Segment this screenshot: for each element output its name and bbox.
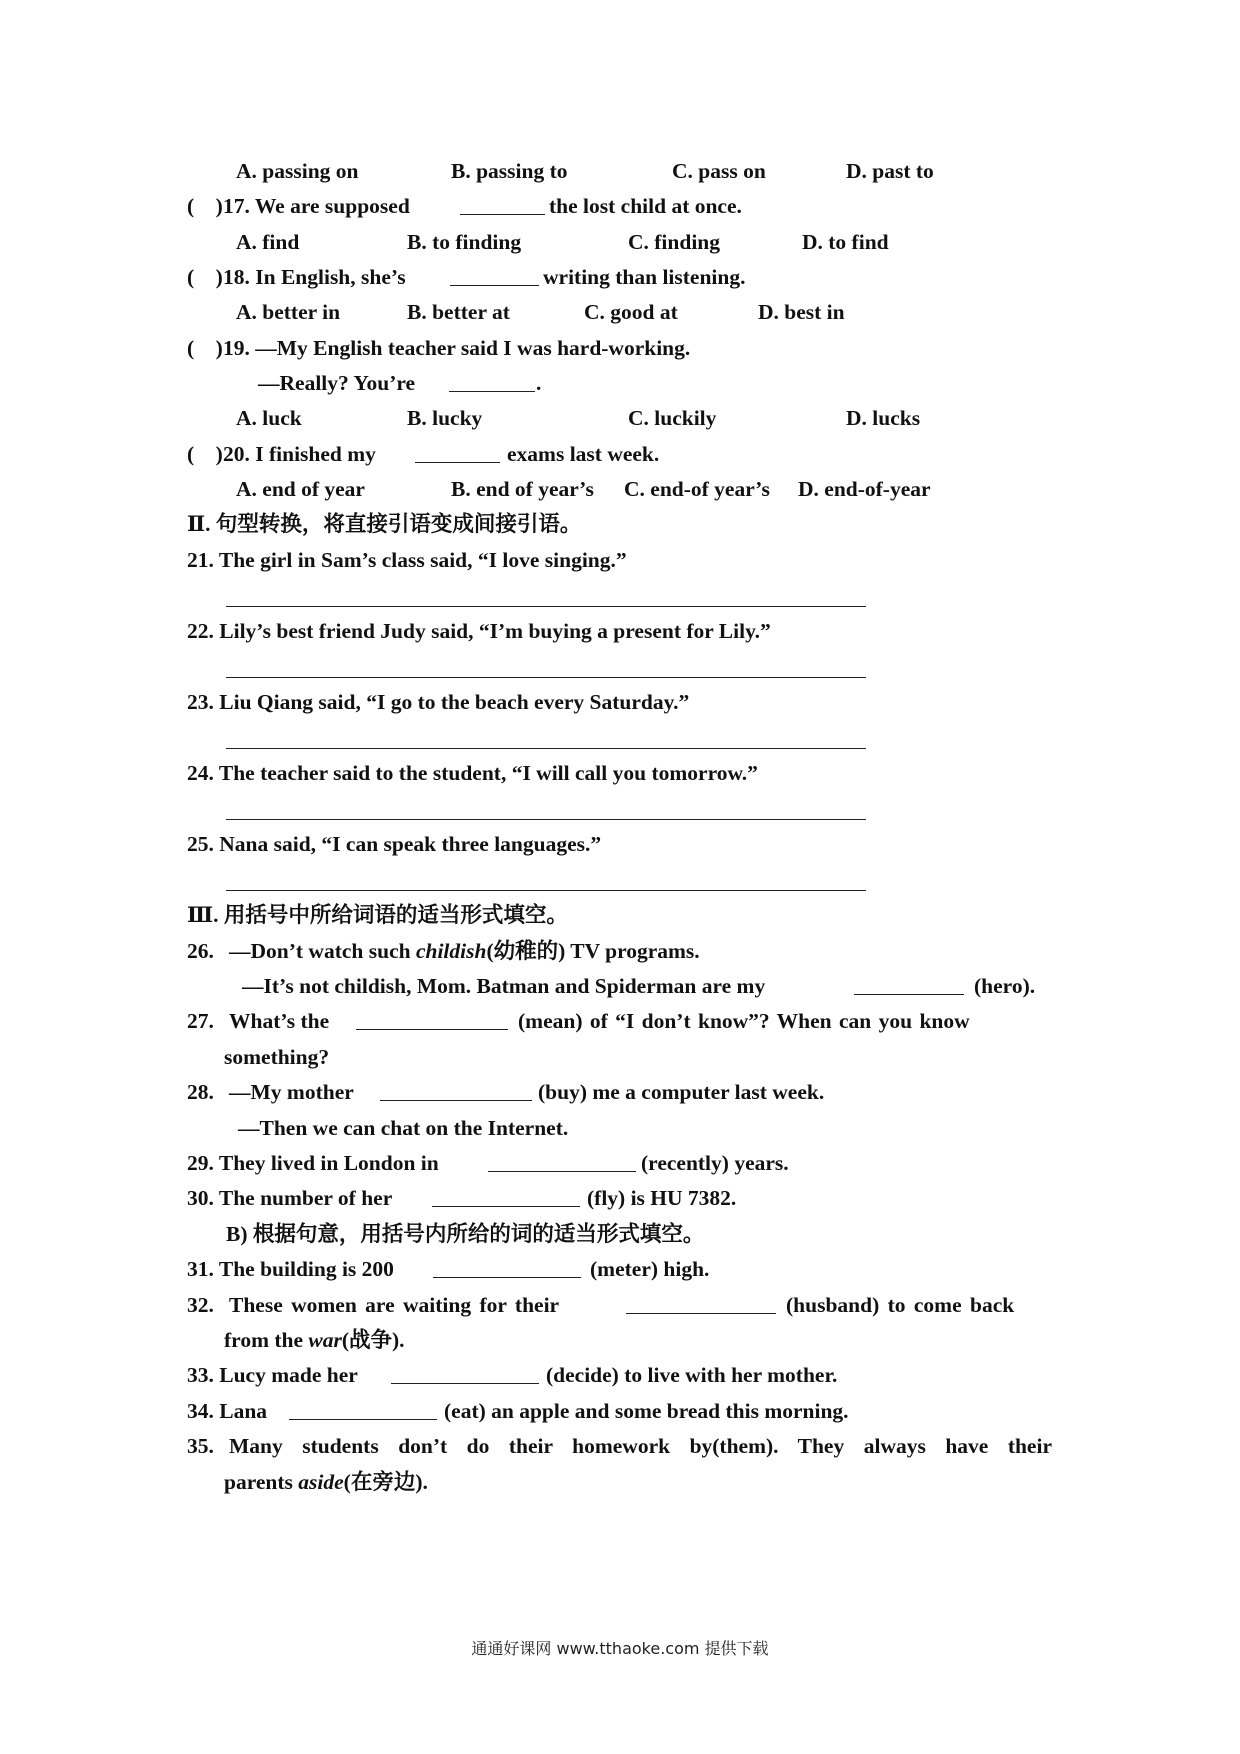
q20-blank <box>415 462 500 463</box>
q32-line-2: from the war(战争). <box>224 1328 405 1352</box>
q26-blank <box>854 994 964 995</box>
q35-line-2: parents aside(在旁边). <box>224 1470 428 1494</box>
q32-line-1b: (husband) to come back <box>786 1293 1015 1317</box>
q27-blank <box>356 1029 508 1030</box>
q19-blank <box>449 391 535 392</box>
q34-text-b: (eat) an apple and some bread this morning. <box>444 1399 849 1423</box>
q30-text-b: (fly) is HU 7382. <box>587 1186 737 1210</box>
q28-line-1a: —My mother <box>229 1080 354 1104</box>
q35-number: 35. <box>187 1434 214 1458</box>
q22-text: 22. Lily’s best friend Judy said, “I’m buying a present for Lily.” <box>187 619 771 643</box>
q26-line-2b: (hero). <box>974 974 1036 998</box>
q18-paren: ( ) <box>187 265 223 289</box>
q28-line-2: —Then we can chat on the Internet. <box>238 1116 569 1140</box>
section-b-title: B) 根据句意，用括号内所给的词的适当形式填空。 <box>226 1222 705 1246</box>
q16-option-b: B. passing to <box>451 159 568 183</box>
q21-answer-line <box>226 606 866 607</box>
page-footer: 通通好课网 www.tthaoke.com 提供下载 <box>471 1639 769 1658</box>
q24-answer-line <box>226 819 866 820</box>
q33-text-b: (decide) to live with her mother. <box>546 1363 838 1387</box>
q31-text-b: (meter) high. <box>590 1257 710 1281</box>
q30-blank <box>432 1206 580 1207</box>
q19-reply-a: —Really? You’re <box>258 371 416 395</box>
q34-blank <box>289 1419 437 1420</box>
q17-option-c: C. finding <box>628 230 721 254</box>
q27-line-2: something? <box>224 1045 330 1069</box>
q25-text: 25. Nana said, “I can speak three languages.” <box>187 832 602 856</box>
q17-option-a: A. find <box>236 230 300 254</box>
q18-option-b: B. better at <box>407 300 510 324</box>
q16-option-d: D. past to <box>846 159 934 183</box>
section-2-title: Ⅱ. 句型转换，将直接引语变成间接引语。 <box>187 512 582 536</box>
q21-text: 21. The girl in Sam’s class said, “I love singing.” <box>187 548 627 572</box>
q29-blank <box>488 1171 636 1172</box>
q28-line-1b: (buy) me a computer last week. <box>538 1080 825 1104</box>
q18-blank <box>450 285 539 286</box>
q32-line-1a: These women are waiting for their <box>229 1293 560 1317</box>
q19-option-c: C. luckily <box>628 406 717 430</box>
q24-text: 24. The teacher said to the student, “I will call you tomorrow.” <box>187 761 758 785</box>
q20-option-c: C. end-of year’s <box>624 477 770 501</box>
q20-stem-b: exams last week. <box>507 442 660 466</box>
q16-option-a: A. passing on <box>236 159 359 183</box>
q18-option-c: C. good at <box>584 300 678 324</box>
q26-number: 26. <box>187 939 214 963</box>
q17-stem-b: the lost child at once. <box>549 194 742 218</box>
q18-option-d: D. best in <box>758 300 845 324</box>
q18-stem-a: 18. In English, she’s <box>223 265 406 289</box>
section-3-title: Ⅲ. 用括号中所给词语的适当形式填空。 <box>187 903 568 927</box>
q20-option-b: B. end of year’s <box>451 477 594 501</box>
q18-stem-b: writing than listening. <box>543 265 746 289</box>
q18-option-a: A. better in <box>236 300 341 324</box>
q22-answer-line <box>226 677 866 678</box>
q23-answer-line <box>226 748 866 749</box>
q17-option-b: B. to finding <box>407 230 522 254</box>
q35-line-1: Many students don’t do their homework by(them). They always have their <box>229 1434 1052 1458</box>
q20-option-a: A. end of year <box>236 477 365 501</box>
q25-answer-line <box>226 890 866 891</box>
q27-line-1b: (mean) of “I don’t know”? When can you know <box>518 1009 970 1033</box>
q32-blank <box>626 1313 776 1314</box>
q26-line-1: —Don’t watch such childish(幼稚的) TV programs. <box>229 939 700 963</box>
q19-stem: 19. —My English teacher said I was hard-working. <box>223 336 691 360</box>
q20-paren: ( ) <box>187 442 223 466</box>
q16-option-c: C. pass on <box>672 159 766 183</box>
q28-blank <box>380 1100 532 1101</box>
q17-paren: ( ) <box>187 194 223 218</box>
q19-option-a: A. luck <box>236 406 302 430</box>
q17-option-d: D. to find <box>802 230 889 254</box>
q33-text-a: 33. Lucy made her <box>187 1363 358 1387</box>
q19-option-d: D. lucks <box>846 406 921 430</box>
q30-text-a: 30. The number of her <box>187 1186 393 1210</box>
q19-paren: ( ) <box>187 336 223 360</box>
q23-text: 23. Liu Qiang said, “I go to the beach every Saturday.” <box>187 690 690 714</box>
q29-text-a: 29. They lived in London in <box>187 1151 439 1175</box>
q19-reply-b: . <box>536 371 542 395</box>
q27-line-1a: What’s the <box>229 1009 330 1033</box>
q31-text-a: 31. The building is 200 <box>187 1257 394 1281</box>
q32-number: 32. <box>187 1293 214 1317</box>
q17-blank <box>460 214 545 215</box>
q34-text-a: 34. Lana <box>187 1399 268 1423</box>
q19-option-b: B. lucky <box>407 406 483 430</box>
q29-text-b: (recently) years. <box>641 1151 789 1175</box>
q17-stem-a: 17. We are supposed <box>223 194 410 218</box>
q20-stem-a: 20. I finished my <box>223 442 376 466</box>
q26-line-2a: —It’s not childish, Mom. Batman and Spiderman are my <box>242 974 766 998</box>
q27-number: 27. <box>187 1009 214 1033</box>
q31-blank <box>433 1277 581 1278</box>
q28-number: 28. <box>187 1080 214 1104</box>
q33-blank <box>391 1383 539 1384</box>
q20-option-d: D. end-of-year <box>798 477 931 501</box>
